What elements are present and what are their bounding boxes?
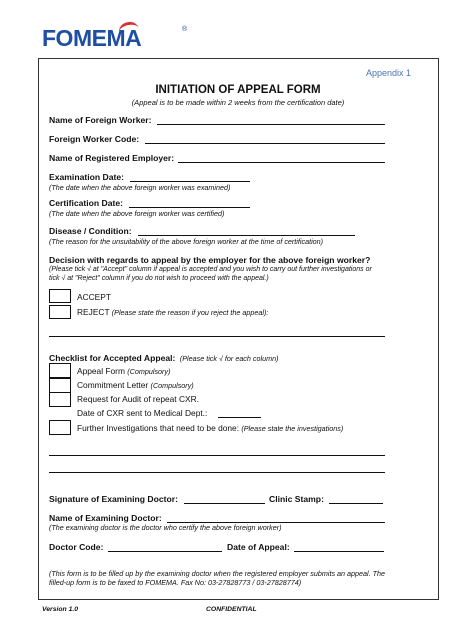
confidential-label: CONFIDENTIAL (206, 606, 257, 613)
commitment-letter-item (77, 380, 194, 390)
audit-request-checkbox[interactable] (49, 392, 71, 407)
checklist-heading-note: (Please tick √ for each column) (179, 354, 279, 363)
doctor-name-label: Name of Examining Doctor: (49, 513, 162, 523)
reject-text: REJECT (77, 307, 110, 317)
appeal-form-label: Appeal Form (77, 366, 125, 376)
decision-note-line1: (Please tick √ at "Accept" column if appeal is accepted and you wish to carry out further investigations or (49, 266, 372, 273)
doctor-signature-field[interactable] (184, 503, 265, 504)
appeal-form-note: (Compulsory) (127, 367, 171, 376)
form-subtitle: (Appeal is to be made within 2 weeks from the certification date) (131, 98, 345, 107)
reject-checkbox[interactable] (49, 305, 71, 319)
instructions-line1: (This form is to be filled up by the examining doctor when the registered employer submits an appeal. The (49, 569, 385, 578)
fomema-logo (42, 25, 188, 51)
commitment-letter-checkbox[interactable] (49, 378, 71, 393)
further-investigations-checkbox[interactable] (49, 420, 71, 435)
appendix-label: Appendix 1 (366, 68, 412, 78)
doctor-code-label: Doctor Code: (49, 542, 104, 552)
cxr-date-label: Date of CXR sent to Medical Dept.: (77, 408, 208, 418)
accept-checkbox[interactable] (49, 289, 71, 303)
foreign-worker-code-label: Foreign Worker Code: (49, 134, 140, 144)
employer-name-label: Name of Registered Employer: (49, 153, 175, 163)
reject-reason-field[interactable] (49, 336, 385, 337)
investigations-line-2[interactable] (49, 472, 385, 473)
reject-note: (Please state the reason if you reject the appeal): (111, 308, 269, 317)
certification-date-note: (The date when the above foreign worker was certified) (49, 209, 225, 218)
appeal-date-field[interactable] (294, 551, 384, 552)
examination-date-field[interactable] (130, 181, 250, 182)
reject-label (77, 307, 268, 317)
doctor-name-note: (The examining doctor is the doctor who certify the above foreign worker) (49, 523, 282, 532)
further-investigations-label: Further Investigations that need to be done: (77, 423, 240, 433)
further-investigations-item (77, 423, 343, 433)
doctor-name-text: Name of Examining Doctor (49, 513, 159, 523)
foreign-worker-name-label: Name of Foreign Worker: (49, 115, 152, 125)
disease-condition-field[interactable] (138, 235, 355, 236)
doctor-signature-text: Signature of Examining Doctor (49, 494, 176, 504)
checklist-heading (49, 348, 278, 366)
form-title: INITIATION OF APPEAL FORM (155, 84, 321, 96)
doctor-code-field[interactable] (108, 551, 222, 552)
certification-date-field[interactable] (129, 207, 250, 208)
cxr-date-field[interactable] (218, 417, 261, 418)
disease-condition-note: (The reason for the unsuitability of the above foreign worker at the time of certification) (49, 237, 324, 246)
investigations-line-1[interactable] (49, 455, 385, 456)
appeal-date-text: Date of Appeal (227, 542, 287, 552)
foreign-worker-name-field[interactable] (157, 124, 385, 125)
certification-date-label: Certification Date: (49, 198, 124, 208)
examination-date-note: (The date when the above foreign worker was examined) (49, 183, 231, 192)
appeal-date-label: Date of Appeal: (227, 542, 290, 552)
instructions-line2: filled-up form is to be faxed to FOMEMA. Fax No: 03-27828773 / 03-27828774) (49, 578, 302, 587)
audit-request-label: Request for Audit of repeat CXR. (77, 394, 199, 404)
appeal-form-item (77, 366, 170, 376)
appeal-form-checkbox[interactable] (49, 363, 71, 378)
checklist-heading-text: Checklist for Accepted Appeal: (49, 353, 176, 363)
commitment-letter-note: (Compulsory) (150, 381, 194, 390)
doctor-signature-label: Signature of Examining Doctor: (49, 494, 178, 504)
employer-name-field[interactable] (178, 162, 385, 163)
examination-date-label: Examination Date: (49, 172, 124, 182)
decision-heading: Decision with regards to appeal by the employer for the above foreign worker? (49, 255, 371, 265)
further-investigations-note: (Please state the investigations) (241, 424, 344, 433)
commitment-letter-label: Commitment Letter (77, 380, 149, 390)
logo-registered-mark: ® (182, 26, 188, 33)
accept-label: ACCEPT (77, 292, 111, 302)
disease-condition-label: Disease / Condition: (49, 226, 132, 236)
foreign-worker-code-field[interactable] (145, 143, 385, 144)
clinic-stamp-label: Clinic Stamp: (269, 494, 324, 504)
logo-text: FOMEMA (42, 25, 142, 51)
version-label: Version 1.0 (42, 606, 79, 613)
decision-note-line2: tick √ at "Reject" column if you do not wish to proceed with the appeal.) (49, 275, 269, 282)
clinic-stamp-field[interactable] (329, 503, 383, 504)
clinic-stamp-text: Clinic Stamp (269, 494, 322, 504)
